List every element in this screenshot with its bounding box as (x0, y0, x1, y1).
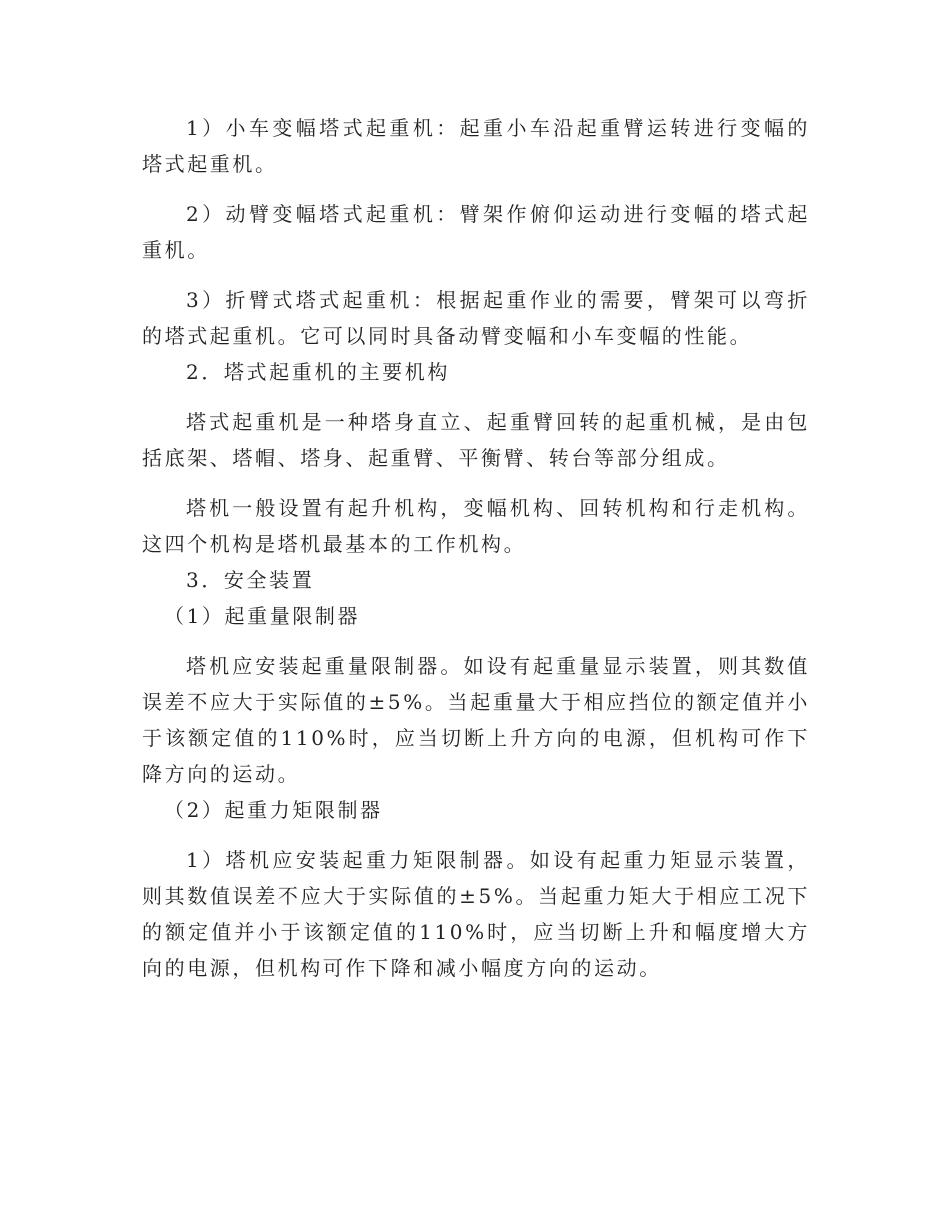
paragraph-crane-mechanisms: 塔机一般设置有起升机构，变幅机构、回转机构和行走机构。这四个机构是塔机最基本的工作机构。 (142, 496, 810, 556)
paragraph-luffing-jib: 2）动臂变幅塔式起重机：臂架作俯仰运动进行变幅的塔式起重机。 (142, 202, 810, 262)
paragraph-load-limiter: 塔机应安装起重量限制器。如设有起重量显示装置，则其数值误差不应大于实际值的±5%。当起重量大于相应挡位的额定值并小于该额定值的110%时，应当切断上升方向的电源，但机构可作下降方向的运动。 (142, 654, 810, 786)
paragraph-moment-limiter: 1）塔机应安装起重力矩限制器。如设有起重力矩显示装置，则其数值误差不应大于实际值的±5%。当起重力矩大于相应工况下的额定值并小于该额定值的110%时，应当切断上升和幅度增大方向的电源，但机构可作下降和减小幅度方向的运动。 (142, 848, 810, 980)
section-heading-safety-devices: 3．安全装置 (186, 568, 315, 592)
paragraph-trolley-luffing: 1）小车变幅塔式起重机：起重小车沿起重臂运转进行变幅的塔式起重机。 (142, 116, 810, 176)
paragraph-articulated-jib: 3）折臂式塔式起重机：根据起重作业的需要，臂架可以弯折的塔式起重机。它可以同时具备动臂变幅和小车变幅的性能。 (142, 288, 810, 348)
section-heading-main-mechanisms: 2．塔式起重机的主要机构 (186, 360, 450, 384)
subheading-moment-limiter: （2）起重力矩限制器 (164, 798, 383, 822)
document-page (142, 110, 810, 986)
paragraph-crane-structure: 塔式起重机是一种塔身直立、起重臂回转的起重机械，是由包括底架、塔帽、塔身、起重臂、平衡臂、转台等部分组成。 (142, 410, 810, 470)
subheading-load-limiter: （1）起重量限制器 (164, 604, 361, 628)
